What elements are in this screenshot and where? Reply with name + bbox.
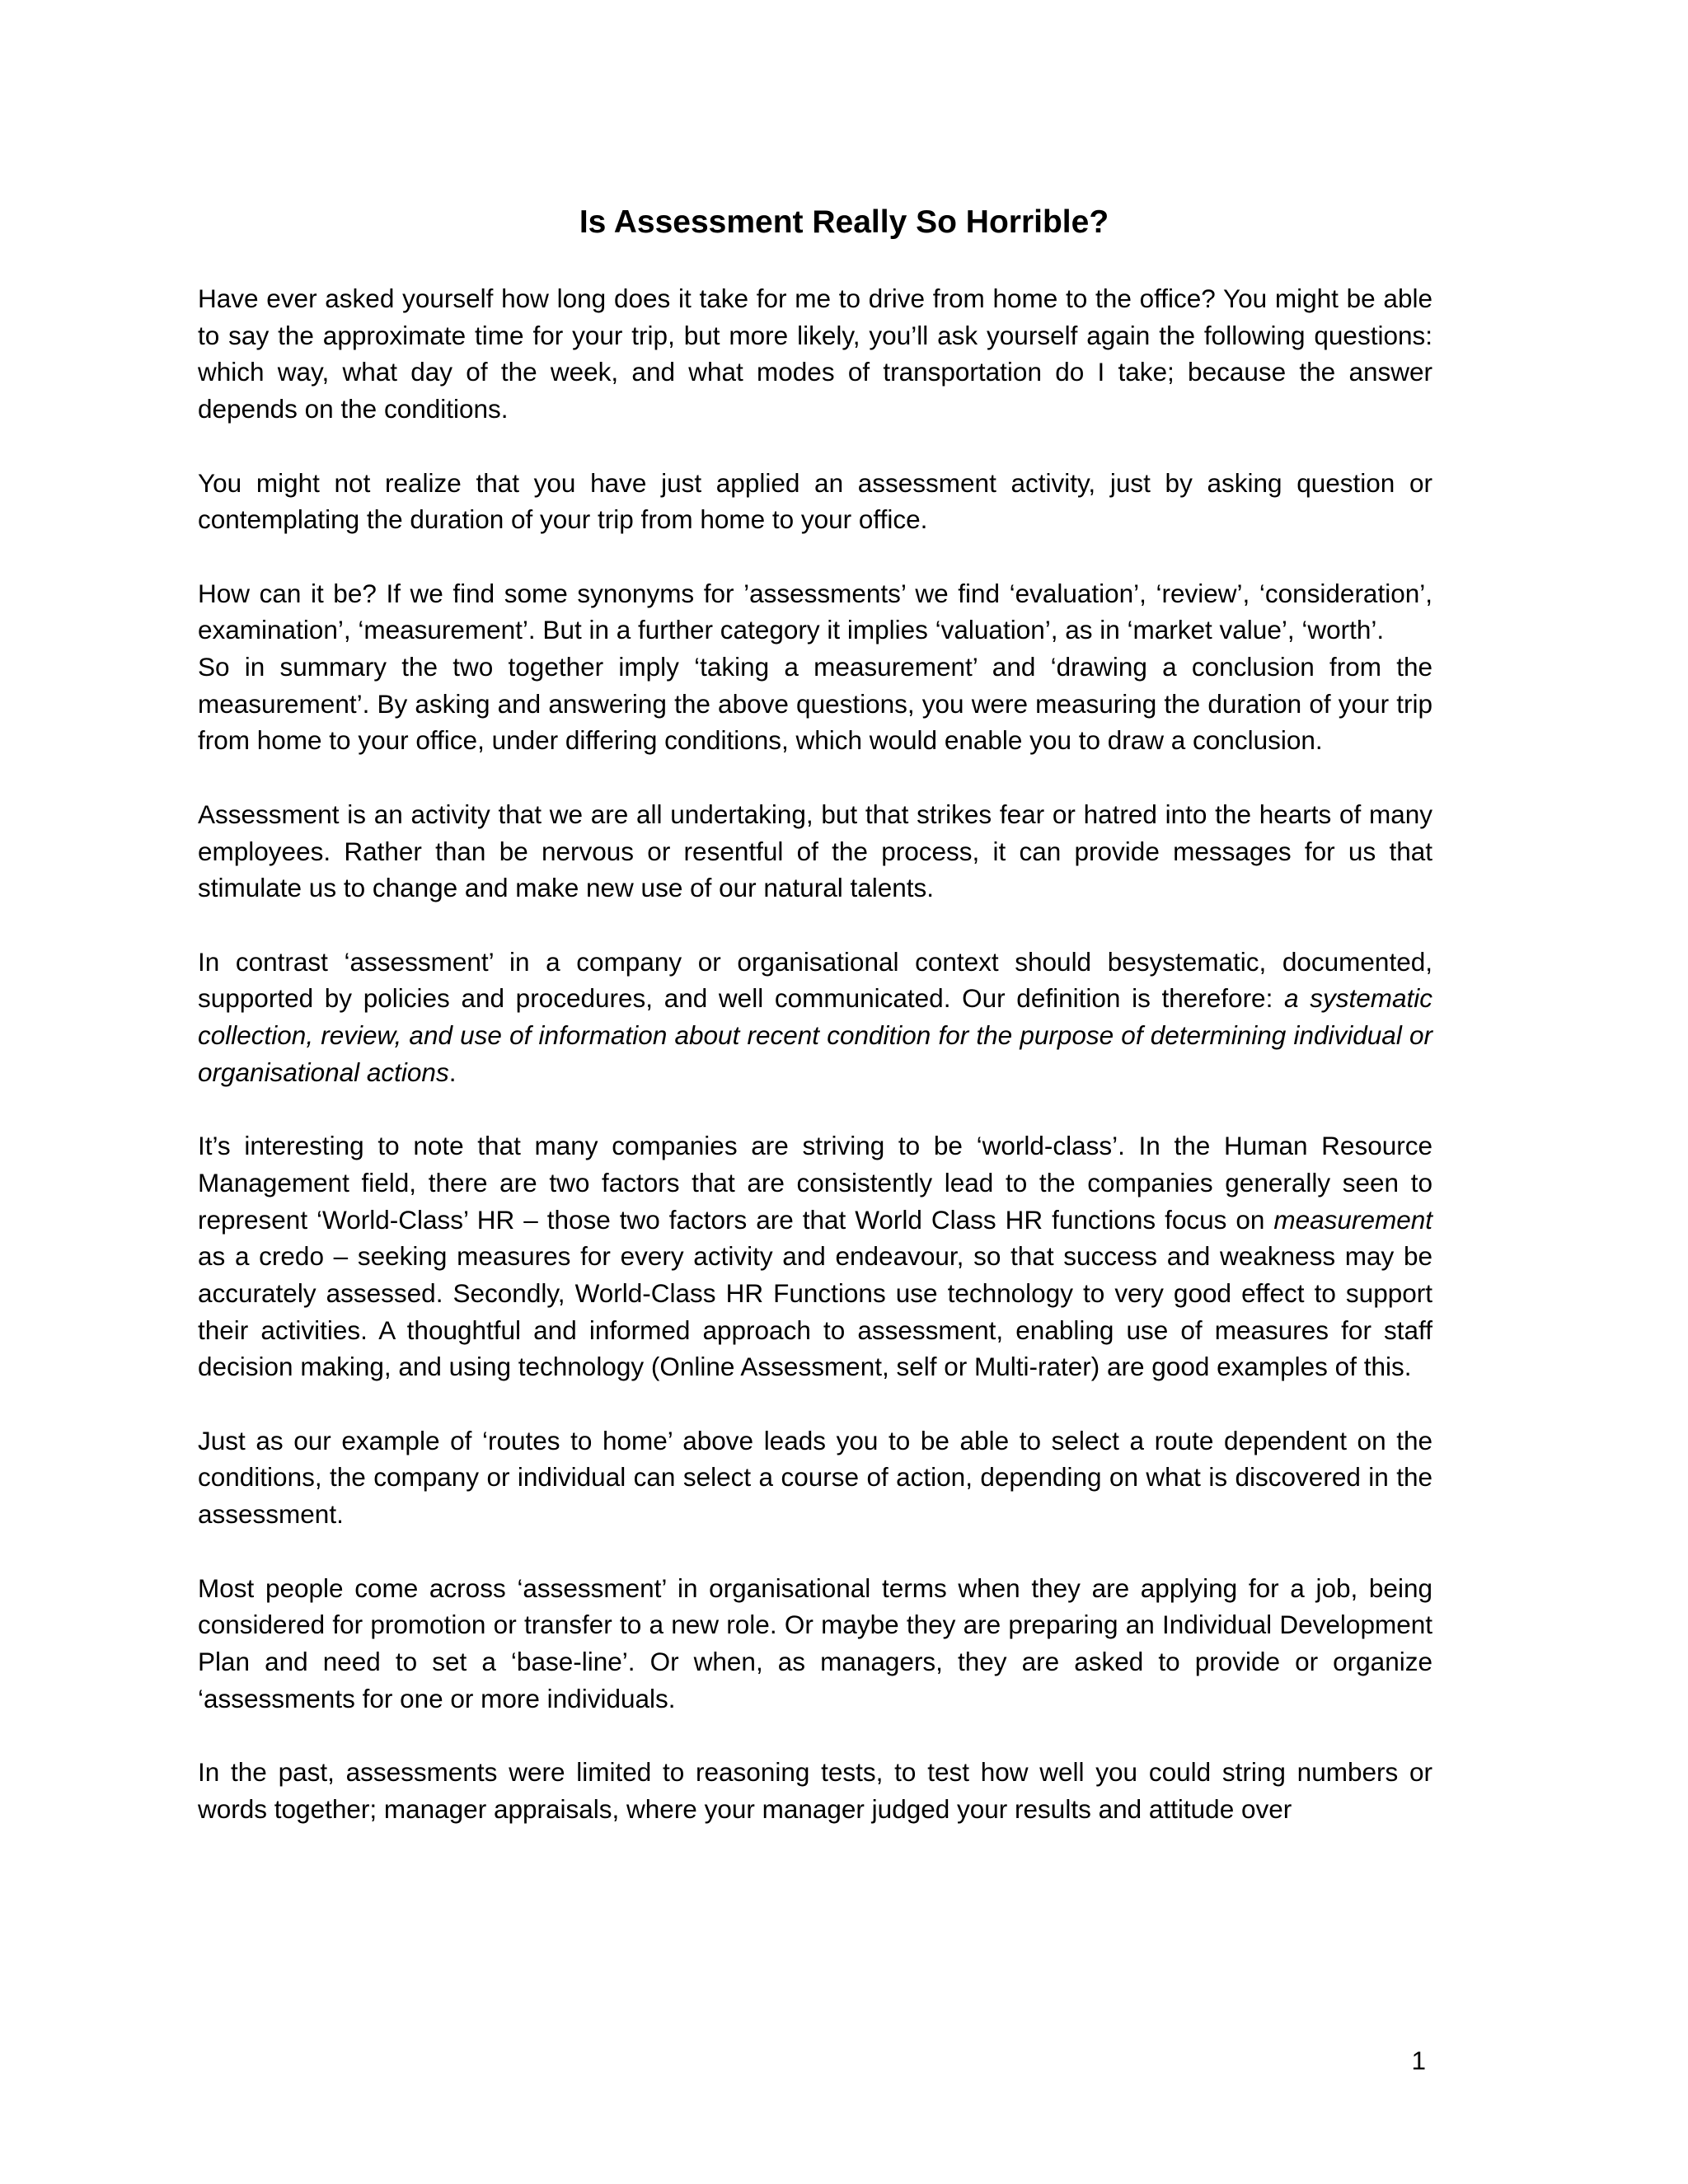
definition-italic-text: a systematic collection, review, and use of information about recent condition for the purpose of determining individual or organisational actions (198, 983, 1432, 1087)
paragraph-definition (198, 944, 1432, 1091)
definition-lead-text: In contrast ‘assessment’ in a company or organisational context should besystematic, documented, supported by policies and procedures, and well communicated. Our definition is therefore: (198, 946, 1432, 1014)
paragraph-past-assessments: In the past, assessments were limited to reasoning tests, to test how well you could string numbers or words together; manager appraisals, where your manager judged your results and attitude over (198, 1757, 1432, 1824)
paragraph-routes: Just as our example of ‘routes to home’ above leads you to be able to select a route dependent on the conditions, the company or individual can select a course of action, depending on what is discovered in the assessment. (198, 1425, 1432, 1530)
world-class-lead-text: It’s interesting to note that many companies are striving to be ‘world-class’. In the Human Resource Management field, there are two factors that are consistently lead to the companies generally seen to represent ‘World-Class’ HR – those two factors are that World Class HR functions focus on (198, 1131, 1432, 1235)
page-number: 1 (1411, 2046, 1426, 2075)
paragraph-assessment-activity: You might not realize that you have just applied an assessment activity, just by asking question or contemplating the duration of your trip from home to your office. (198, 467, 1432, 535)
definition-end-text: . (448, 1057, 457, 1087)
document-body (198, 280, 1432, 1827)
document-title: Is Assessment Really So Horrible? (579, 204, 1109, 240)
paragraph-organisational-terms: Most people come across ‘assessment’ in organisational terms when they are applying for a job, being considered for promotion or transfer to a new role. Or maybe they are preparing an Individual Development Plan and need to set a ‘base-line’. Or when, as managers, they are asked to provide or organize ‘assessments for one or more individuals. (198, 1572, 1432, 1713)
paragraph-summary: So in summary the two together imply ‘taking a measurement’ and ‘drawing a conclusion from the measurement’. By asking and answering the above questions, you were measuring the duration of your trip from home to your office, under differing conditions, which would enable you to draw a conclusion. (198, 652, 1432, 756)
paragraph-commute-question: Have ever asked yourself how long does it take for me to drive from home to the office? You might be able to say the approximate time for your trip, but more likely, you’ll ask yourself again the following questions: which way, what day of the week, and what modes of transportation do I take; because the answer depends on the conditions. (198, 284, 1432, 424)
paragraph-world-class (198, 1127, 1432, 1385)
paragraph-synonyms: How can it be? If we find some synonyms for ’assessments’ we find ‘evaluation’, ‘review’, ‘consideration’, examination’, ‘measurement’. But in a further category it implies ‘valuation’, as in ‘market value’, ‘worth’. (198, 578, 1432, 645)
world-class-rest-text: as a credo – seeking measures for every activity and endeavour, so that success and weakness may be accurately assessed. Secondly, World-Class HR Functions use technology to very good effect to support their activities. A thoughtful and informed approach to assessment, enabling use of measures for staff decision making, and using technology (Online Assessment, self or Multi-rater) are good examples of this. (198, 1241, 1432, 1382)
world-class-italic-text: measurement (1273, 1204, 1432, 1235)
paragraph-fear: Assessment is an activity that we are all undertaking, but that strikes fear or hatred into the hearts of many employees. Rather than be nervous or resentful of the process, it can provide messages for us that stimulate us to change and make new use of our natural talents. (198, 799, 1432, 903)
